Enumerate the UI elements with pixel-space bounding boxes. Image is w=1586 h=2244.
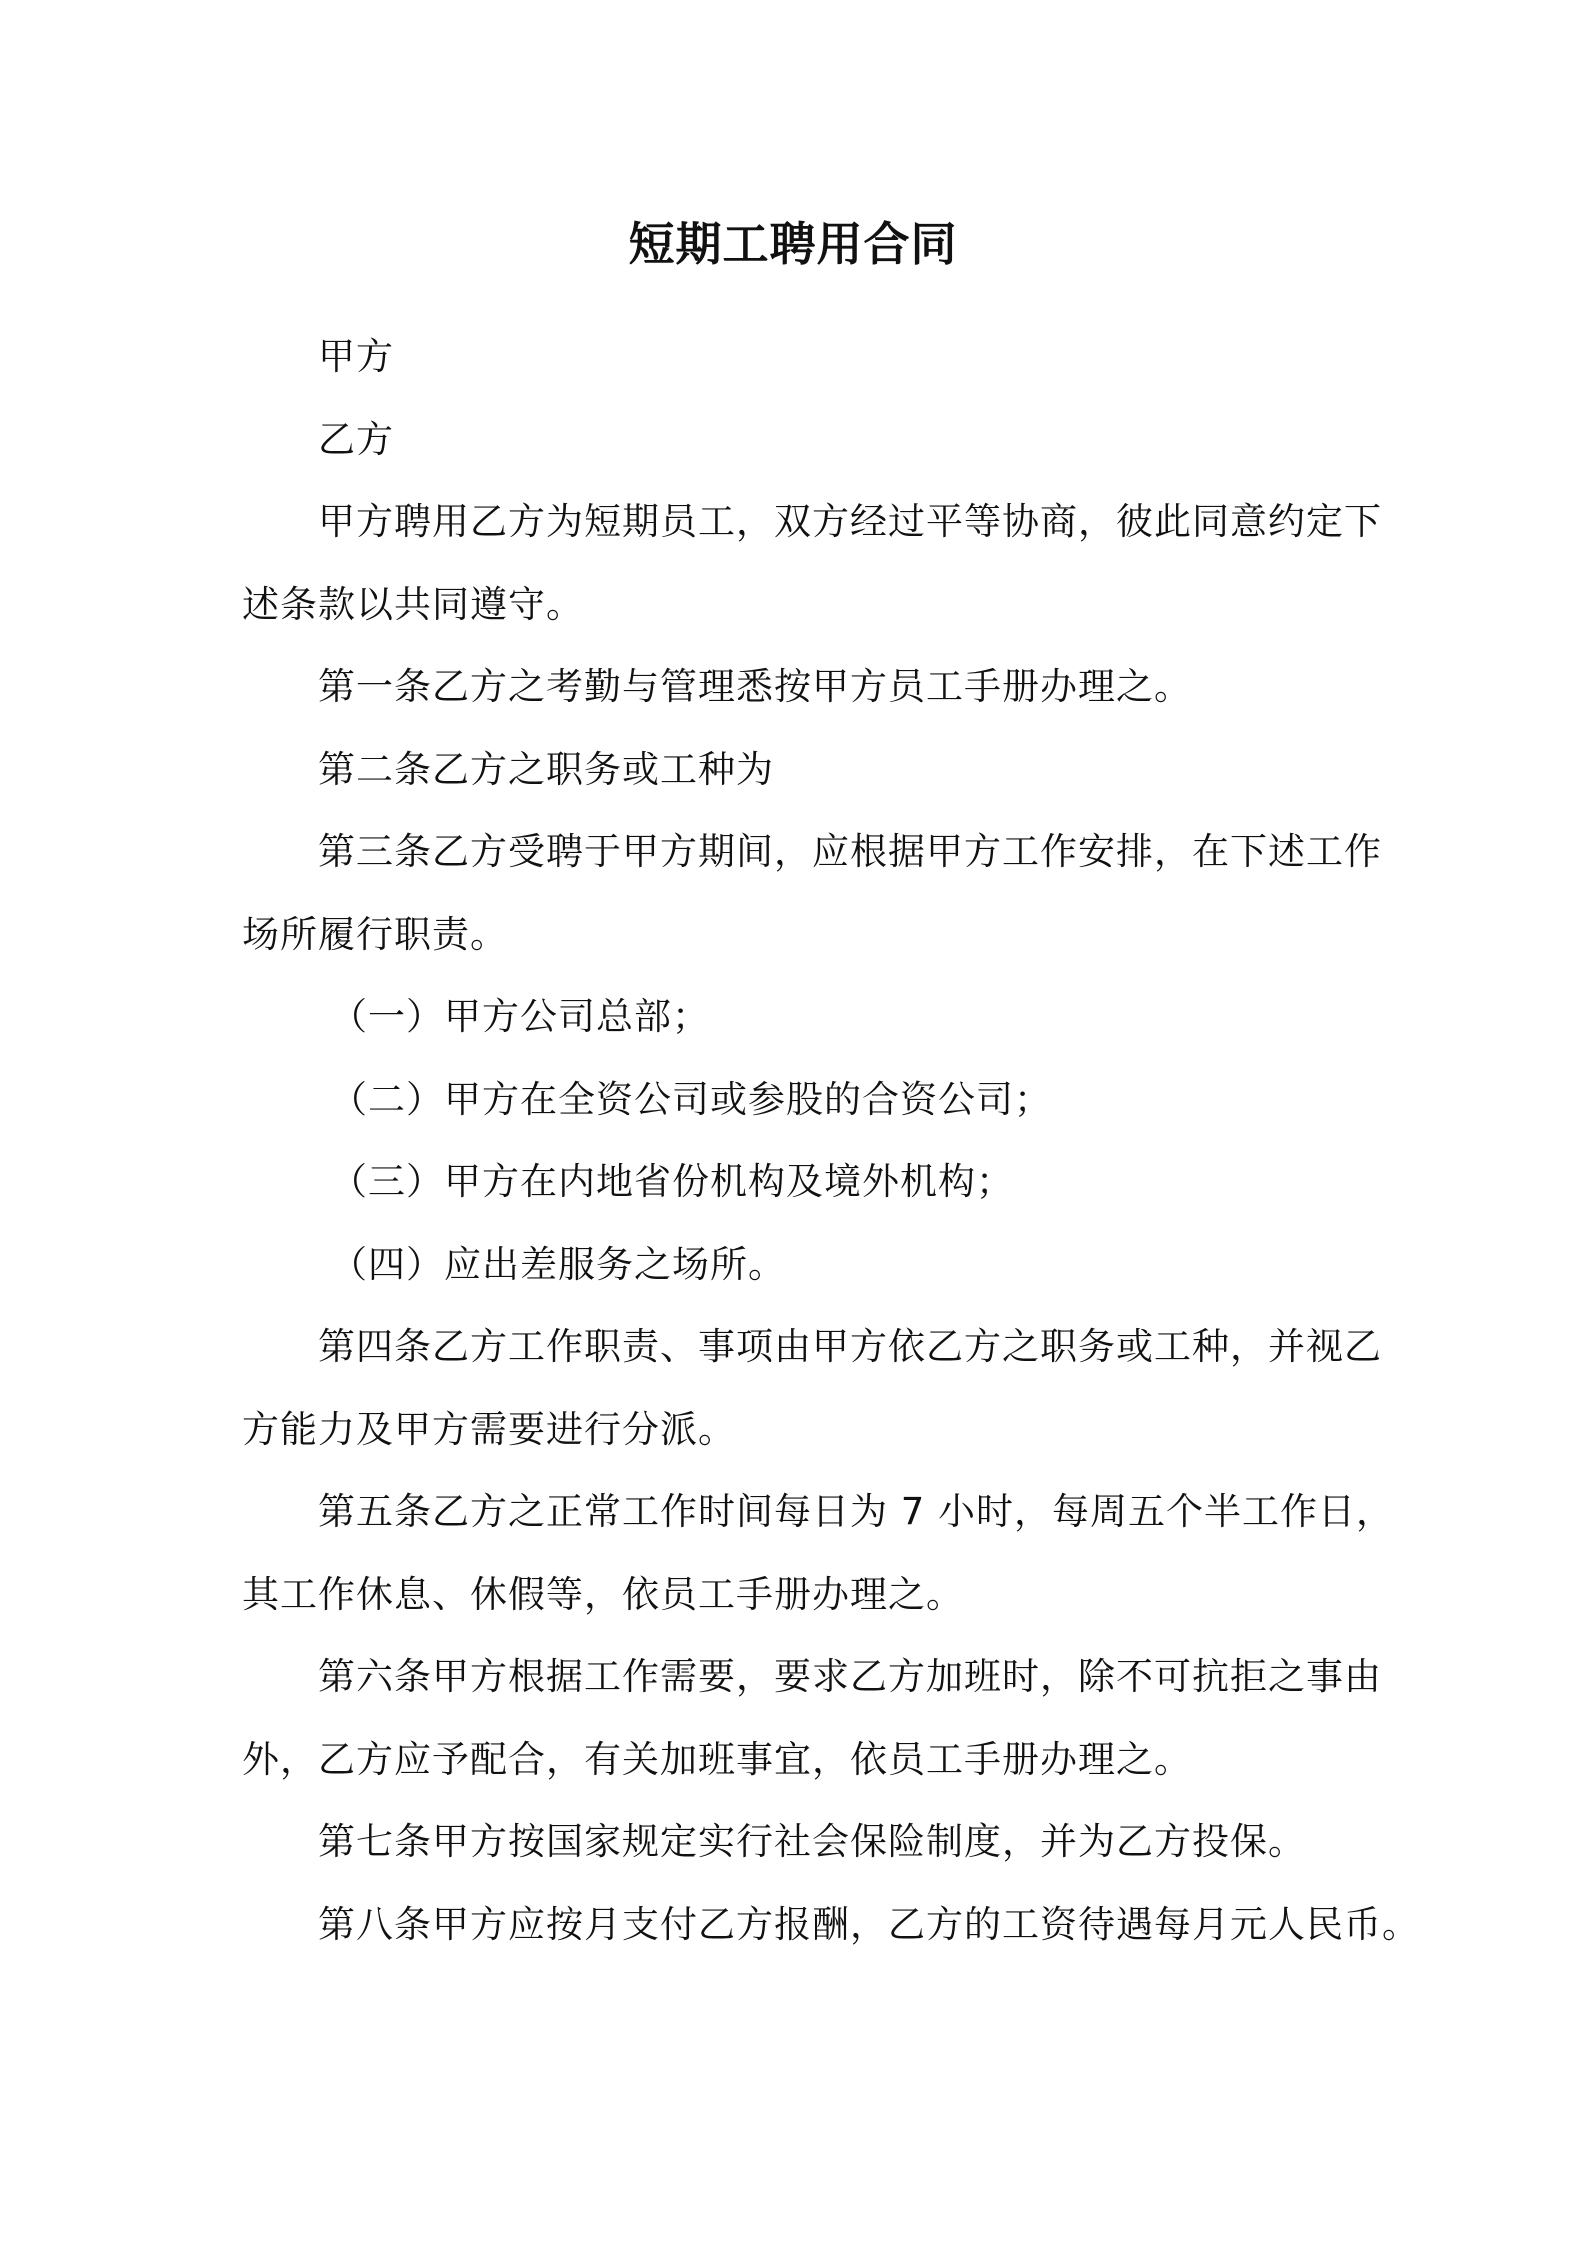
preamble-line-1: 甲方聘用乙方为短期员工，双方经过平等协商，彼此同意约定下 [318, 500, 1382, 543]
article-2: 第二条乙方之职务或工种为 [318, 748, 774, 791]
article-4-line-1: 第四条乙方工作职责、事项由甲方依乙方之职务或工种，并视乙 [318, 1325, 1382, 1368]
party-a-label: 甲方 [318, 335, 394, 378]
article-8: 第八条甲方应按月支付乙方报酬，乙方的工资待遇每月元人民币。 [318, 1903, 1420, 1946]
article-4-line-2: 方能力及甲方需要进行分派。 [242, 1408, 736, 1451]
article-6-line-2: 外，乙方应予配合，有关加班事宜，依员工手册办理之。 [242, 1738, 1192, 1781]
article-1: 第一条乙方之考勤与管理悉按甲方员工手册办理之。 [318, 665, 1192, 708]
article-6-line-1: 第六条甲方根据工作需要，要求乙方加班时，除不可抗拒之事由 [318, 1655, 1382, 1698]
list-item-3: （三）甲方在内地省份机构及境外机构； [330, 1160, 1014, 1203]
list-item-1: （一）甲方公司总部； [330, 995, 710, 1038]
article-5-line-2: 其工作休息、休假等，依员工手册办理之。 [242, 1573, 964, 1616]
contract-title: 短期工聘用合同 [628, 217, 958, 271]
list-item-2: （二）甲方在全资公司或参股的合资公司； [330, 1078, 1052, 1121]
article-3-line-1: 第三条乙方受聘于甲方期间，应根据甲方工作安排，在下述工作 [318, 830, 1382, 873]
article-3-line-2: 场所履行职责。 [242, 913, 508, 956]
list-item-4: （四）应出差服务之场所。 [330, 1243, 786, 1286]
party-b-label: 乙方 [318, 418, 394, 461]
article-5-line-1: 第五条乙方之正常工作时间每日为 7 小时，每周五个半工作日， [318, 1490, 1395, 1533]
preamble-line-2: 述条款以共同遵守。 [242, 583, 584, 626]
article-7: 第七条甲方按国家规定实行社会保险制度，并为乙方投保。 [318, 1820, 1306, 1863]
